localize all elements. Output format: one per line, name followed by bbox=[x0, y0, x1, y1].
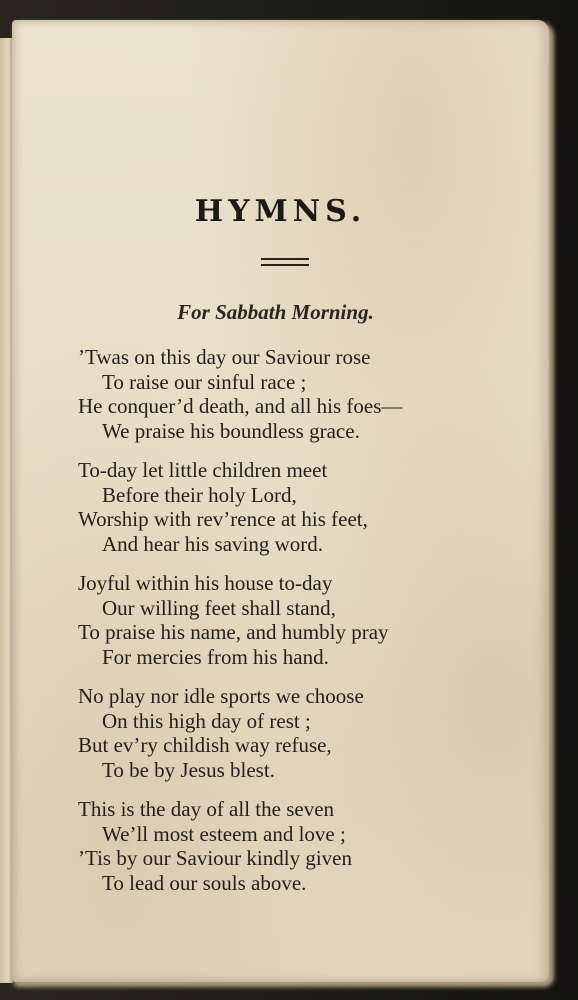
verse-line: No play nor idle sports we choose bbox=[78, 684, 364, 708]
verse-line: ’Twas on this day our Saviour rose bbox=[78, 345, 371, 369]
verse-line: This is the day of all the seven bbox=[78, 797, 335, 821]
stanza-3 bbox=[78, 571, 518, 669]
stanza-5 bbox=[78, 797, 518, 895]
verse-line: To praise his name, and humbly pray bbox=[78, 620, 389, 644]
stanza-1 bbox=[78, 345, 518, 443]
verse-line: Before their holy Lord, bbox=[102, 482, 297, 507]
verse-line: To be by Jesus blest. bbox=[102, 757, 275, 782]
verse-line: To-day let little children meet bbox=[78, 458, 328, 482]
verse-line: We praise his boundless grace. bbox=[102, 418, 360, 443]
verse-line: Our willing feet shall stand, bbox=[102, 595, 336, 620]
verse-line: But ev’ry childish way refuse, bbox=[78, 733, 332, 757]
verse-line: And hear his saving word. bbox=[102, 531, 324, 556]
verse-line: ’Tis by our Saviour kindly given bbox=[78, 846, 352, 870]
verse-line: We’ll most esteem and love ; bbox=[102, 821, 346, 846]
verse-line: He conquer’d death, and all his foes— bbox=[78, 394, 403, 418]
stanza-4 bbox=[78, 684, 518, 782]
verse-line: For mercies from his hand. bbox=[102, 644, 329, 669]
verse-line: Joyful within his house to-day bbox=[78, 571, 333, 595]
ornamental-rule-top bbox=[261, 258, 309, 260]
verse-line: Worship with rev’rence at his feet, bbox=[78, 507, 368, 531]
ornamental-rule-bottom bbox=[261, 264, 309, 266]
hymn-text bbox=[78, 345, 518, 910]
page-heading: HYMNS. bbox=[194, 194, 367, 229]
verse-line: To raise our sinful race ; bbox=[102, 369, 307, 394]
verse-line: To lead our souls above. bbox=[102, 870, 307, 895]
book-page bbox=[12, 20, 549, 982]
hymn-title: For Sabbath Morning. bbox=[177, 300, 374, 324]
verse-line: On this high day of rest ; bbox=[102, 708, 311, 733]
stanza-2 bbox=[78, 458, 518, 556]
